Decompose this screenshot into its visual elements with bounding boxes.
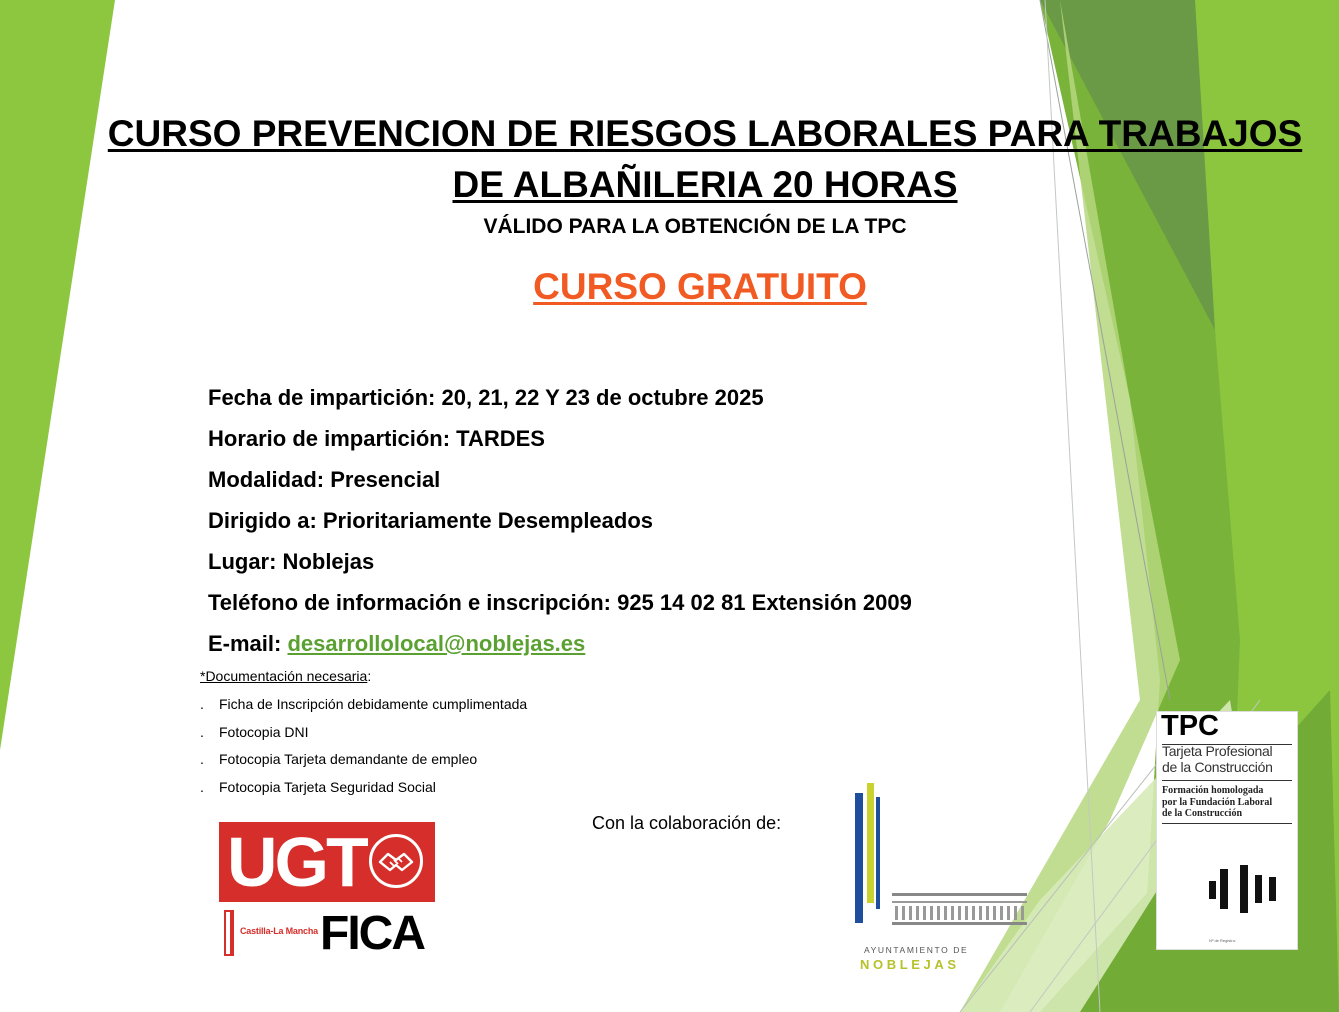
town-hall-icon [892,893,1027,927]
detail-fecha: Fecha de impartición: 20, 21, 22 Y 23 de octubre 2025 [208,385,764,410]
documentation-heading-colon: : [367,668,372,684]
course-subtitle: VÁLIDO PARA LA OBTENCIÓN DE LA TPC [483,215,907,238]
email-link[interactable]: desarrollolocal@noblejas.es [287,631,586,656]
tpc-name-line1: Tarjeta Profesional [1162,743,1273,759]
documentation-heading: *Documentación necesaria [200,668,368,684]
noblejas-logo [852,783,1032,973]
noblejas-bar-blue [855,793,863,923]
tpc-name-line2: de la Construcción [1162,759,1273,775]
documentation-list [200,666,527,804]
collaboration-label: Con la colaboración de: [592,813,782,833]
detail-horario: Horario de impartición: TARDES [208,426,545,451]
tpc-bars-icon [1207,865,1283,913]
fica-bar-icon [224,910,234,956]
detail-lugar: Lugar: Noblejas [208,549,375,574]
course-title [70,108,1339,210]
detail-modalidad: Modalidad: Presencial [208,467,441,492]
noblejas-caption-2: NOBLEJAS [860,957,960,972]
email-label: E-mail: [208,631,282,656]
tpc-homologation [1162,785,1272,820]
tpc-badge [1156,711,1298,950]
free-course-banner [430,266,970,308]
tpc-registry: Nº de Registro: [1209,938,1237,943]
noblejas-bar-blue-thin [876,797,880,909]
list-item: . Ficha de Inscripción debidamente cumplimentada [200,696,528,712]
detail-dirigido: Dirigido a: Prioritariamente Desempleados [208,508,654,533]
detail-telefono: Teléfono de información e inscripción: 925 14 02 81 Extensión 2009 [208,590,912,615]
doc-item-text: Ficha de Inscripción debidamente cumplimentada [219,696,528,712]
tpc-homologation-line2: por la Fundación Laboral [1162,796,1273,808]
noblejas-bar-yellow [867,783,874,903]
tpc-acronym: TPC [1161,710,1219,742]
fica-word: FICA [320,907,424,960]
fica-logo [224,908,434,958]
noblejas-caption-1: AYUNTAMIENTO DE [864,945,969,955]
ugt-logo [219,822,435,902]
course-details [208,382,912,669]
fica-region: Castilla-La Mancha [240,926,318,936]
list-item: . Fotocopia Tarjeta demandante de empleo [200,751,478,767]
tpc-name [1162,743,1273,775]
handshake-icon [369,834,423,888]
tpc-rule [1162,823,1292,824]
list-item: . Fotocopia DNI [200,723,309,740]
course-title-line1: CURSO PREVENCION DE RIESGOS LABORALES PARA TRABAJOS [107,113,1303,154]
doc-item-text: Fotocopia Tarjeta Seguridad Social [219,778,436,795]
tpc-rule [1162,780,1292,781]
tpc-homologation-line1: Formación homologada [1162,785,1264,796]
ugt-logo-text: UGT [227,823,366,901]
detail-email [208,628,912,669]
free-course-label: CURSO GRATUITO [533,266,867,307]
course-title-line2: DE ALBAÑILERIA 20 HORAS [452,164,958,205]
list-item: . Fotocopia Tarjeta Seguridad Social [200,778,436,795]
doc-item-text: Fotocopia Tarjeta demandante de empleo [219,751,478,767]
doc-item-text: Fotocopia DNI [219,723,309,740]
tpc-homologation-line3: de la Construcción [1162,808,1242,819]
